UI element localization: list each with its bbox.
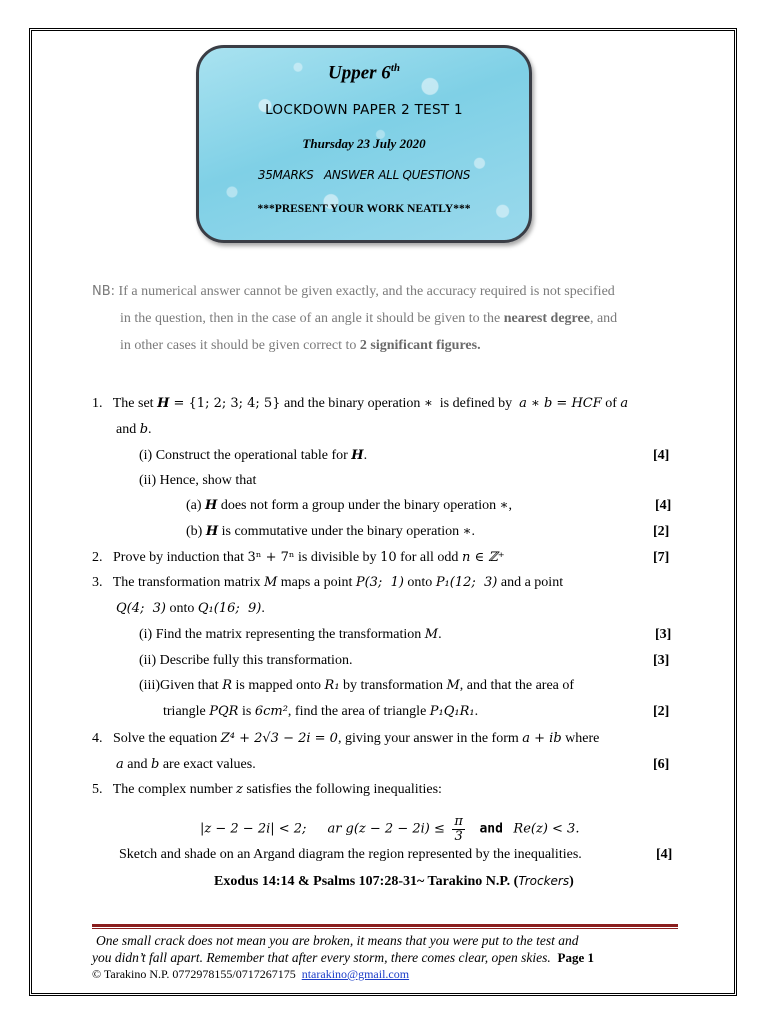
header-banner bbox=[196, 45, 532, 243]
q2-mark: [7] bbox=[653, 550, 670, 565]
q3-part-iii-line2: triangle PQR is 6cm², find the area of triangle P₁Q₁R₁. bbox=[163, 704, 479, 719]
q4-line2: a and b are exact values. bbox=[116, 757, 256, 772]
q5-mark: [4] bbox=[656, 847, 673, 862]
q3-part-ii: (ii) Describe fully this transformation. bbox=[139, 653, 353, 668]
q3-line1: 3. The transformation matrix M maps a point P(3; 1) onto P₁(12; 3) and a point bbox=[92, 575, 564, 590]
banner-subtitle: LOCKDOWN PAPER 2 TEST 1 bbox=[265, 102, 463, 118]
q3-ii-mark: [3] bbox=[653, 653, 670, 668]
q4-line1: 4. Solve the equation Z⁴ + 2√3 − 2i = 0, giving your answer in the form a + ib where bbox=[92, 731, 600, 746]
q1-b-mark: [2] bbox=[653, 524, 670, 539]
q1-line1: 1. The set H = {1; 2; 3; 4; 5} and the binary operation ∗ is defined by a ∗ b = HCF of a bbox=[92, 396, 629, 411]
signature-line: Exodus 14:14 & Psalms 107:28-31~ Tarakino N.P. (Trockers) bbox=[214, 874, 574, 889]
q1-part-i: (i) Construct the operational table for H. bbox=[139, 448, 368, 463]
banner-marks: 35MARKS ANSWER ALL QUESTIONS bbox=[257, 168, 471, 182]
q5-line1: 5. The complex number z satisfies the following inequalities: bbox=[92, 782, 442, 797]
q1-line2: and b. bbox=[116, 422, 152, 437]
q1-part-a: (a) H does not form a group under the binary operation ∗, bbox=[186, 498, 512, 513]
banner-date: Thursday 23 July 2020 bbox=[302, 136, 426, 151]
q1-part-b: (b) H is commutative under the binary operation ∗. bbox=[186, 524, 476, 539]
banner-title: Upper 6th bbox=[328, 62, 400, 84]
nb-label: NB: bbox=[92, 284, 116, 299]
q2-line: 2. Prove by induction that 3ⁿ + 7ⁿ is divisible by 10 for all odd n ∈ ℤ⁺ bbox=[92, 550, 505, 565]
q5-sketch: Sketch and shade on an Argand diagram the region represented by the inequalities. bbox=[119, 847, 582, 862]
footer-quote: One small crack does not mean you are broken, it means that you were put to the test and you didn’t fall apart. Remember that after every storm, there comes clear, open skies. Page 1 bbox=[92, 933, 594, 965]
q3-i-mark: [3] bbox=[655, 627, 672, 642]
q3-part-iii: (iii)Given that R is mapped onto R₁ by transformation M, and that the area of bbox=[139, 678, 575, 693]
q3-part-i: (i) Find the matrix representing the transformation M. bbox=[139, 627, 442, 642]
copyright: © Tarakino N.P. 0772978155/0717267175 ntarakino@gmail.com bbox=[92, 967, 410, 981]
page-number: Page 1 bbox=[557, 950, 594, 965]
q1-part-ii: (ii) Hence, show that bbox=[139, 473, 257, 488]
q3-iii-mark: [2] bbox=[653, 704, 670, 719]
footer-rule bbox=[92, 924, 678, 927]
q1-a-mark: [4] bbox=[655, 498, 672, 513]
q5-inequalities: |z − 2 − 2i| < 2; ar g(z − 2 − 2i) ≤ $\frac{\pi}{3}$ and Re(z) < 3. bbox=[200, 814, 580, 844]
banner-present: ***PRESENT YOUR WORK NEATLY*** bbox=[257, 203, 471, 215]
email-link[interactable]: ntarakino@gmail.com bbox=[301, 967, 410, 981]
q3-line2: Q(4; 3) onto Q₁(16; 9). bbox=[116, 601, 265, 616]
footer-rule-thin bbox=[92, 928, 678, 929]
q4-mark: [6] bbox=[653, 757, 670, 772]
q1-i-mark: [4] bbox=[653, 448, 670, 463]
nb-note: NB: If a numerical answer cannot be given exactly, and the accuracy required is not specified in the question, then in the case of an angle it should be given to the nearest degree, and in other cases it should be given correct to 2 significant figures. bbox=[92, 284, 618, 353]
